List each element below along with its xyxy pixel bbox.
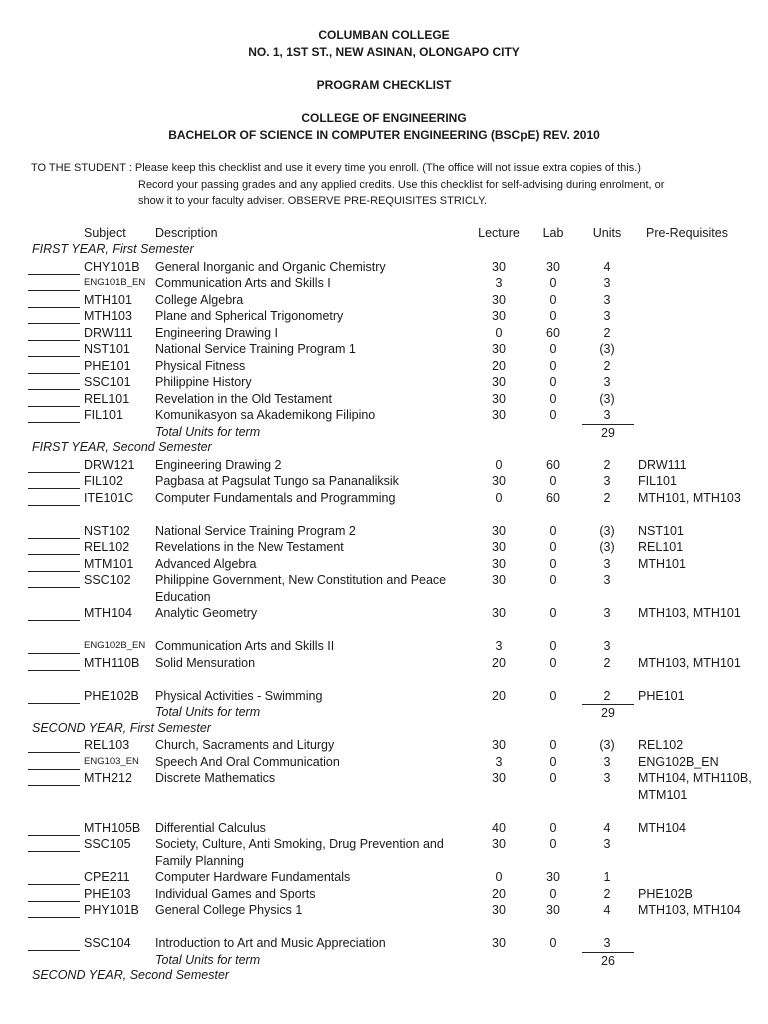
- course-description: Society, Culture, Anti Smoking, Drug Prevention and Family Planning: [155, 837, 444, 868]
- lecture-hours: 30: [492, 903, 506, 917]
- course-code: CPE211: [84, 870, 130, 884]
- course-prerequisites: MTH103, MTH101: [638, 655, 741, 670]
- grade-blank[interactable]: [28, 572, 80, 588]
- lecture-hours: 30: [492, 375, 506, 389]
- course-units: 4: [603, 259, 611, 274]
- course-description: Engineering Drawing 2: [155, 457, 282, 472]
- lab-hours: 0: [549, 408, 557, 422]
- course-code: SSC101: [84, 375, 131, 389]
- grade-blank[interactable]: [28, 490, 80, 506]
- course-code: MTH103: [84, 309, 132, 323]
- course-prerequisites: MTH103, MTH101: [638, 606, 741, 620]
- course-description: National Service Training Program 1: [155, 342, 356, 356]
- student-note-line-3: show it to your faculty adviser. OBSERVE PRE-REQUISITES STRICLY.: [138, 195, 488, 207]
- grade-blank[interactable]: [28, 523, 80, 539]
- term-total-label: Total Units for term: [155, 952, 261, 967]
- course-code: SSC102: [84, 573, 131, 587]
- lab-hours: 0: [549, 292, 557, 307]
- course-prerequisites: PHE102B: [638, 886, 693, 901]
- course-description: Differential Calculus: [155, 820, 266, 835]
- grade-blank[interactable]: [28, 869, 80, 885]
- grade-blank[interactable]: [28, 259, 80, 275]
- school-name: COLUMBAN COLLEGE: [318, 28, 450, 42]
- college-name: COLLEGE OF ENGINEERING: [301, 111, 467, 125]
- lab-hours: 0: [549, 375, 557, 389]
- lab-hours: 60: [546, 325, 560, 340]
- student-note-line-1: TO THE STUDENT : Please keep this checklist and use it every time you enroll. (The office will not issue extra copies of this.): [31, 162, 641, 174]
- course-code: ENG103_EN: [84, 755, 139, 767]
- course-description: Revelations in the New Testament: [155, 540, 344, 554]
- course-description: Revelation in the Old Testament: [155, 391, 332, 406]
- course-units: 3: [603, 936, 611, 950]
- lecture-hours: 30: [492, 556, 506, 571]
- course-units: 1: [603, 870, 611, 884]
- course-code: ENG101B_EN: [84, 277, 146, 288]
- grade-blank[interactable]: [28, 275, 80, 291]
- grade-blank[interactable]: [28, 902, 80, 918]
- lecture-hours: 20: [492, 886, 506, 901]
- grade-blank[interactable]: [28, 655, 80, 671]
- course-description: Church, Sacraments and Liturgy: [155, 738, 335, 752]
- grade-blank[interactable]: [28, 325, 80, 341]
- semester-title: FIRST YEAR, Second Semester: [32, 440, 212, 454]
- column-header-prerequisites: Pre-Requisites: [646, 226, 728, 240]
- term-total-label: Total Units for term: [155, 424, 261, 439]
- lecture-hours: 0: [495, 870, 503, 884]
- course-description: General Inorganic and Organic Chemistry: [155, 259, 386, 274]
- grade-blank[interactable]: [28, 556, 80, 572]
- course-units: 3: [603, 309, 611, 323]
- course-description: Speech And Oral Communication: [155, 754, 340, 769]
- course-code: MTH212: [84, 771, 132, 785]
- course-description: Philippine Government, New Constitution and Peace Education: [155, 573, 447, 604]
- lab-hours: 30: [546, 259, 560, 274]
- course-description: Physical Activities - Swimming: [155, 688, 323, 703]
- lecture-hours: 30: [492, 738, 506, 752]
- lecture-hours: 30: [492, 573, 506, 587]
- course-description: Plane and Spherical Trigonometry: [155, 309, 344, 323]
- course-code: MTM101: [84, 556, 134, 571]
- column-header-lab: Lab: [542, 226, 564, 240]
- course-units: 2: [603, 358, 611, 373]
- grade-blank[interactable]: [28, 770, 80, 786]
- course-code: NST102: [84, 523, 130, 538]
- grade-blank[interactable]: [28, 473, 80, 489]
- course-units: 2: [603, 325, 611, 340]
- course-prerequisites: FIL101: [638, 474, 677, 488]
- course-description: Analytic Geometry: [155, 606, 258, 620]
- course-units: (3): [599, 523, 615, 538]
- course-prerequisites: MTH104, MTH110B, MTM101: [638, 771, 752, 802]
- semester-title: SECOND YEAR, Second Semester: [32, 968, 230, 982]
- course-description: Computer Fundamentals and Programming: [155, 490, 396, 505]
- course-code: SSC105: [84, 837, 131, 851]
- lecture-hours: 30: [492, 474, 506, 488]
- lecture-hours: 3: [495, 276, 503, 290]
- course-units: 3: [603, 837, 611, 851]
- lecture-hours: 30: [492, 259, 506, 274]
- lab-hours: 0: [549, 309, 557, 323]
- course-description: Solid Mensuration: [155, 655, 256, 670]
- course-prerequisites: MTH104: [638, 820, 686, 835]
- term-total-label: Total Units for term: [155, 705, 261, 719]
- lab-hours: 60: [546, 490, 560, 505]
- course-units: 3: [603, 639, 611, 653]
- column-header-subject: Subject: [84, 226, 126, 240]
- course-units: (3): [599, 391, 615, 406]
- lab-hours: 60: [546, 457, 560, 472]
- course-units: 2: [603, 688, 611, 703]
- lab-hours: 0: [549, 738, 557, 752]
- course-code: FIL102: [84, 474, 123, 488]
- lecture-hours: 0: [495, 457, 503, 472]
- lecture-hours: 40: [492, 820, 506, 835]
- course-description: Advanced Algebra: [155, 556, 257, 571]
- lab-hours: 0: [549, 573, 557, 587]
- school-address: NO. 1, 1ST ST., NEW ASINAN, OLONGAPO CITY: [248, 45, 520, 59]
- term-total-units: 26: [582, 952, 634, 970]
- lecture-hours: 30: [492, 391, 506, 406]
- course-units: 3: [603, 276, 611, 290]
- grade-blank[interactable]: [28, 836, 80, 852]
- lab-hours: 0: [549, 358, 557, 373]
- course-code: MTH104: [84, 606, 132, 620]
- course-prerequisites: MTH101, MTH103: [638, 490, 741, 505]
- term-total-units: 29: [582, 704, 634, 722]
- course-prerequisites: PHE101: [638, 688, 685, 703]
- course-prerequisites: MTH101: [638, 556, 686, 571]
- lecture-hours: 3: [495, 639, 503, 653]
- lecture-hours: 0: [495, 325, 503, 340]
- course-code: PHE103: [84, 886, 131, 901]
- course-description: National Service Training Program 2: [155, 523, 356, 538]
- lab-hours: 0: [549, 342, 557, 356]
- lecture-hours: 20: [492, 358, 506, 373]
- column-header-units: Units: [592, 226, 622, 240]
- course-code: MTH110B: [84, 655, 140, 670]
- course-units: 3: [603, 771, 611, 785]
- lab-hours: 0: [549, 886, 557, 901]
- lecture-hours: 30: [492, 771, 506, 785]
- course-units: (3): [599, 342, 615, 356]
- document-title: PROGRAM CHECKLIST: [316, 78, 452, 92]
- course-prerequisites: ENG102B_EN: [638, 754, 719, 769]
- course-code: DRW121: [84, 457, 135, 472]
- course-description: Introduction to Art and Music Appreciation: [155, 936, 386, 950]
- lecture-hours: 30: [492, 309, 506, 323]
- course-code: FIL101: [84, 408, 123, 422]
- course-code: REL103: [84, 738, 130, 752]
- grade-blank[interactable]: [28, 341, 80, 357]
- course-code: ENG102B_EN: [84, 640, 146, 651]
- term-total-units: 29: [582, 424, 634, 442]
- course-prerequisites: DRW111: [638, 457, 687, 472]
- lab-hours: 0: [549, 391, 557, 406]
- course-units: 2: [603, 490, 611, 505]
- grade-blank[interactable]: [28, 308, 80, 324]
- grade-blank[interactable]: [28, 886, 80, 902]
- lab-hours: 0: [549, 556, 557, 571]
- grade-blank[interactable]: [28, 935, 80, 951]
- semester-title: FIRST YEAR, First Semester: [32, 242, 194, 256]
- lab-hours: 0: [549, 655, 557, 670]
- course-code: MTH105B: [84, 820, 141, 835]
- course-code: REL102: [84, 540, 130, 554]
- grade-blank[interactable]: [28, 407, 80, 423]
- course-description: Communication Arts and Skills II: [155, 639, 335, 653]
- lab-hours: 0: [549, 639, 557, 653]
- student-note-line-2: Record your passing grades and any applied credits. Use this checklist for self-advising during enrolment, or: [138, 178, 665, 191]
- course-description: General College Physics 1: [155, 903, 303, 917]
- lecture-hours: 30: [492, 408, 506, 422]
- lab-hours: 0: [549, 688, 557, 703]
- lab-hours: 0: [549, 820, 557, 835]
- program-name: BACHELOR OF SCIENCE IN COMPUTER ENGINEERING (BSCpE) REV. 2010: [168, 128, 600, 142]
- lecture-hours: 20: [492, 655, 506, 670]
- course-code: DRW111: [84, 325, 133, 340]
- lecture-hours: 30: [492, 606, 506, 620]
- lecture-hours: 30: [492, 292, 506, 307]
- grade-blank[interactable]: [28, 292, 80, 308]
- course-description: Individual Games and Sports: [155, 886, 316, 901]
- lab-hours: 0: [549, 474, 557, 488]
- grade-blank[interactable]: [28, 457, 80, 473]
- course-units: 3: [603, 375, 611, 389]
- course-units: (3): [599, 540, 615, 554]
- course-prerequisites: MTH103, MTH104: [638, 903, 741, 917]
- grade-blank[interactable]: [28, 539, 80, 555]
- course-description: Communication Arts and Skills I: [155, 276, 331, 290]
- lab-hours: 0: [549, 771, 557, 785]
- lecture-hours: 3: [495, 754, 503, 769]
- course-code: PHY101B: [84, 903, 139, 917]
- lab-hours: 0: [549, 754, 557, 769]
- lab-hours: 0: [549, 276, 557, 290]
- course-units: 4: [603, 820, 611, 835]
- course-units: 3: [603, 408, 611, 422]
- course-units: 2: [603, 655, 611, 670]
- course-description: Komunikasyon sa Akademikong Filipino: [155, 408, 376, 422]
- grade-blank[interactable]: [28, 820, 80, 836]
- course-code: MTH101: [84, 292, 132, 307]
- lecture-hours: 30: [492, 342, 506, 356]
- lecture-hours: 30: [492, 837, 506, 851]
- grade-blank[interactable]: [28, 374, 80, 390]
- lecture-hours: 0: [495, 490, 503, 505]
- course-description: Computer Hardware Fundamentals: [155, 870, 351, 884]
- course-code: ITE101C: [84, 490, 134, 505]
- grade-blank[interactable]: [28, 688, 80, 704]
- lecture-hours: 30: [492, 540, 506, 554]
- course-units: 2: [603, 886, 611, 901]
- course-description: College Algebra: [155, 292, 244, 307]
- course-code: NST101: [84, 342, 130, 356]
- course-prerequisites: NST101: [638, 523, 684, 538]
- lab-hours: 30: [546, 870, 560, 884]
- course-units: 3: [603, 556, 611, 571]
- course-units: 2: [603, 457, 611, 472]
- lab-hours: 30: [546, 903, 560, 917]
- course-prerequisites: REL102: [638, 738, 684, 752]
- column-header-description: Description: [155, 226, 218, 240]
- column-header-lecture: Lecture: [478, 226, 520, 240]
- course-units: 4: [603, 903, 611, 917]
- course-units: (3): [599, 738, 615, 752]
- course-description: Philippine History: [155, 375, 252, 389]
- course-units: 3: [603, 292, 611, 307]
- course-description: Pagbasa at Pagsulat Tungo sa Pananaliksik: [155, 474, 399, 488]
- course-code: PHE101: [84, 358, 131, 373]
- lab-hours: 0: [549, 606, 557, 620]
- lab-hours: 0: [549, 936, 557, 950]
- lecture-hours: 20: [492, 688, 506, 703]
- grade-blank[interactable]: [28, 754, 80, 770]
- course-prerequisites: REL101: [638, 540, 684, 554]
- course-units: 3: [603, 474, 611, 488]
- lecture-hours: 30: [492, 523, 506, 538]
- course-units: 3: [603, 754, 611, 769]
- grade-blank[interactable]: [28, 358, 80, 374]
- lab-hours: 0: [549, 523, 557, 538]
- course-units: 3: [603, 606, 611, 620]
- course-units: 3: [603, 573, 611, 587]
- grade-blank[interactable]: [28, 605, 80, 621]
- lab-hours: 0: [549, 540, 557, 554]
- grade-blank[interactable]: [28, 391, 80, 407]
- course-code: SSC104: [84, 936, 131, 950]
- course-description: Engineering Drawing I: [155, 325, 278, 340]
- lab-hours: 0: [549, 837, 557, 851]
- course-description: Physical Fitness: [155, 358, 246, 373]
- course-description: Discrete Mathematics: [155, 771, 276, 785]
- grade-blank[interactable]: [28, 638, 80, 654]
- semester-title: SECOND YEAR, First Semester: [32, 720, 211, 735]
- course-code: PHE102B: [84, 688, 139, 703]
- grade-blank[interactable]: [28, 737, 80, 753]
- course-code: REL101: [84, 391, 130, 406]
- course-code: CHY101B: [84, 259, 140, 274]
- lecture-hours: 30: [492, 936, 506, 950]
